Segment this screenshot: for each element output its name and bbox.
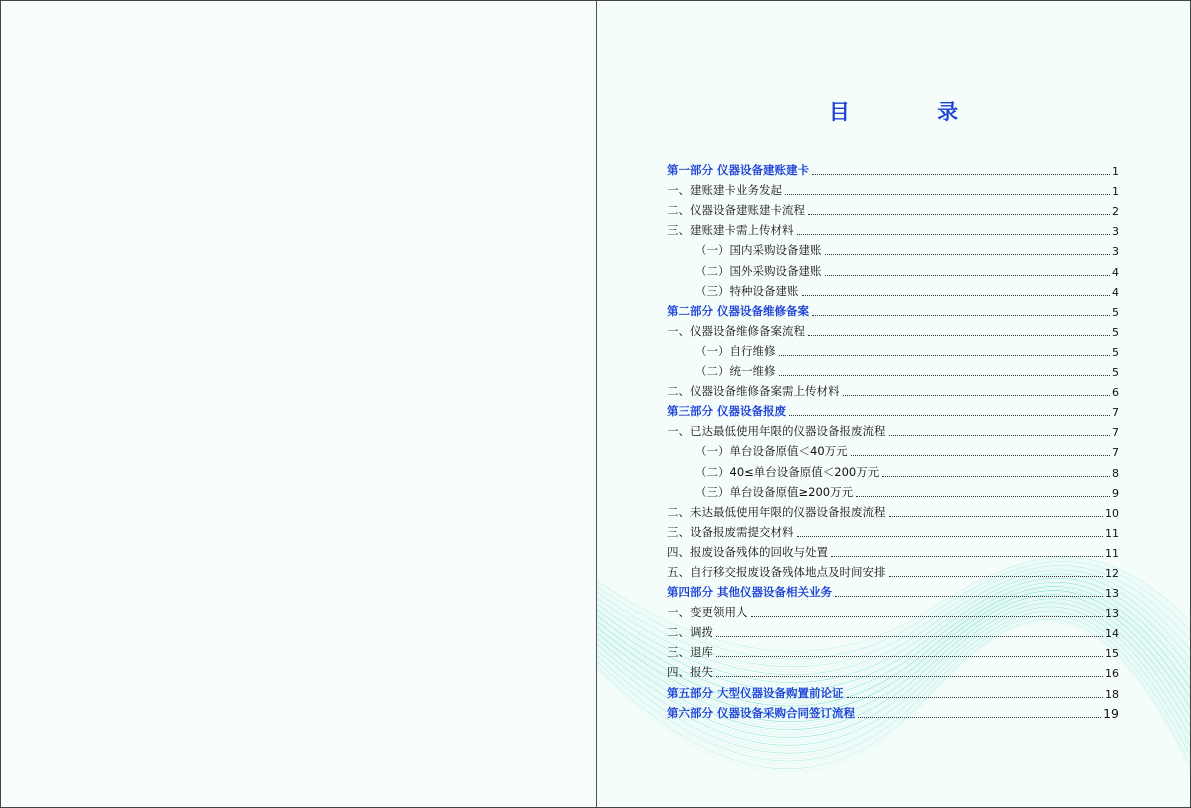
toc-leader-dots <box>847 697 1103 698</box>
toc-leader-dots <box>802 295 1111 296</box>
toc-part-heading[interactable] <box>667 299 1119 319</box>
toc-entry-label: （一）国内采购设备建账 <box>695 243 822 258</box>
toc-leader-dots <box>889 516 1104 517</box>
toc-part-heading[interactable] <box>667 399 1119 419</box>
toc-leader-dots <box>789 415 1110 416</box>
toc-page-number: 15 <box>1105 647 1119 661</box>
toc-entry[interactable] <box>667 520 1119 540</box>
toc-entry-label: 三、退库 <box>667 645 713 660</box>
toc-leader-dots <box>825 275 1111 276</box>
toc-entry[interactable] <box>667 600 1119 620</box>
toc-entry-label: （三）特种设备建账 <box>695 283 799 298</box>
toc-page-number: 11 <box>1105 526 1119 540</box>
toc-entry-label: 一、变更领用人 <box>667 605 748 620</box>
toc-leader-dots <box>716 676 1103 677</box>
blank-left-page <box>1 1 596 807</box>
toc-page-number: 1 <box>1112 165 1119 179</box>
toc-entry-label: 第四部分 其他仪器设备相关业务 <box>667 585 833 600</box>
toc-leader-dots <box>785 194 1110 195</box>
toc-entry[interactable] <box>667 339 1119 359</box>
toc-entry-label: 二、调拨 <box>667 625 713 640</box>
toc-page-number: 8 <box>1112 466 1119 480</box>
toc-page-number: 13 <box>1105 587 1119 601</box>
toc-entry[interactable] <box>667 238 1119 258</box>
toc-leader-dots <box>889 435 1111 436</box>
toc-part-heading[interactable] <box>667 680 1119 700</box>
toc-entry[interactable] <box>667 319 1119 339</box>
toc-page-number: 18 <box>1105 687 1119 701</box>
toc-leader-dots <box>797 536 1104 537</box>
toc-entry-label: 一、仪器设备维修备案流程 <box>667 323 805 338</box>
toc-entry-label: 第三部分 仪器设备报废 <box>667 404 787 419</box>
toc-leader-dots <box>812 174 1110 175</box>
toc-page-number: 9 <box>1112 486 1119 500</box>
toc-entry[interactable] <box>667 439 1119 459</box>
toc-page-number: 3 <box>1112 245 1119 259</box>
toc-entry-label: 四、报废设备残体的回收与处置 <box>667 544 828 559</box>
toc-entry-label: 四、报失 <box>667 665 713 680</box>
toc-entry[interactable] <box>667 480 1119 500</box>
toc-leader-dots <box>825 254 1111 255</box>
toc-entry[interactable] <box>667 540 1119 560</box>
toc-entry-label: 二、仪器设备维修备案需上传材料 <box>667 384 840 399</box>
toc-page <box>597 1 1190 807</box>
toc-leader-dots <box>779 375 1111 376</box>
toc-entry-label: 第二部分 仪器设备维修备案 <box>667 303 810 318</box>
toc-page-number: 5 <box>1112 325 1119 339</box>
toc-entry-label: （一）自行维修 <box>695 343 776 358</box>
toc-entry[interactable] <box>667 198 1119 218</box>
toc-entry[interactable] <box>667 258 1119 278</box>
toc-entry-label: 第一部分 仪器设备建账建卡 <box>667 163 810 178</box>
toc-entry[interactable] <box>667 640 1119 660</box>
toc-entry-label: 一、已达最低使用年限的仪器设备报废流程 <box>667 424 886 439</box>
toc-entry-label: 五、自行移交报废设备残体地点及时间安排 <box>667 564 886 579</box>
toc-page-number: 16 <box>1105 667 1119 681</box>
toc-page-number: 7 <box>1112 426 1119 440</box>
toc-page-number: 4 <box>1112 285 1119 299</box>
toc-page-number: 10 <box>1105 506 1119 520</box>
toc-entry-label: 三、建账建卡需上传材料 <box>667 223 794 238</box>
toc-leader-dots <box>856 496 1110 497</box>
toc-entry[interactable] <box>667 560 1119 580</box>
toc-page-number: 7 <box>1112 406 1119 420</box>
toc-page-number: 12 <box>1105 566 1119 580</box>
toc-entry[interactable] <box>667 379 1119 399</box>
toc-leader-dots <box>835 596 1103 597</box>
toc-leader-dots <box>858 717 1101 718</box>
toc-entry[interactable] <box>667 419 1119 439</box>
toc-entry[interactable] <box>667 359 1119 379</box>
toc-entry-label: （二）统一维修 <box>695 364 776 379</box>
toc-leader-dots <box>851 455 1110 456</box>
toc-entry-label: （二）国外采购设备建账 <box>695 263 822 278</box>
toc-page-number: 7 <box>1112 446 1119 460</box>
toc-page-number: 5 <box>1112 345 1119 359</box>
toc-entry[interactable] <box>667 178 1119 198</box>
toc-page-number: 14 <box>1105 627 1119 641</box>
toc-leader-dots <box>889 576 1104 577</box>
toc-list <box>667 158 1119 721</box>
toc-entry-label: 第六部分 仪器设备采购合同签订流程 <box>667 705 856 720</box>
toc-entry-label: （三）单台设备原值≥200万元 <box>695 484 854 499</box>
toc-leader-dots <box>882 476 1110 477</box>
toc-page-number: 6 <box>1112 386 1119 400</box>
toc-leader-dots <box>716 656 1103 657</box>
toc-leader-dots <box>808 335 1110 336</box>
toc-page-number: 11 <box>1105 546 1119 560</box>
toc-entry[interactable] <box>667 620 1119 640</box>
toc-part-heading[interactable] <box>667 701 1119 721</box>
toc-page-number: 13 <box>1105 607 1119 621</box>
toc-entry-label: 二、未达最低使用年限的仪器设备报废流程 <box>667 504 886 519</box>
toc-entry[interactable] <box>667 500 1119 520</box>
toc-leader-dots <box>808 214 1110 215</box>
toc-part-heading[interactable] <box>667 580 1119 600</box>
toc-page-number: 5 <box>1112 305 1119 319</box>
toc-leader-dots <box>779 355 1111 356</box>
toc-entry-label: 三、设备报废需提交材料 <box>667 524 794 539</box>
toc-title: 目 录 <box>828 100 999 124</box>
toc-entry[interactable] <box>667 459 1119 479</box>
toc-page-number: 4 <box>1112 265 1119 279</box>
toc-entry-label: 第五部分 大型仪器设备购置前论证 <box>667 685 844 700</box>
toc-page-number: 19 <box>1103 705 1119 721</box>
toc-leader-dots <box>716 636 1103 637</box>
toc-leader-dots <box>831 556 1103 557</box>
toc-entry[interactable] <box>667 279 1119 299</box>
toc-entry-label: （一）单台设备原值＜40万元 <box>695 444 848 459</box>
toc-entry-label: （二）40≤单台设备原值＜200万元 <box>695 464 880 479</box>
toc-page-number: 5 <box>1112 366 1119 380</box>
toc-page-number: 2 <box>1112 205 1119 219</box>
toc-entry-label: 一、建账建卡业务发起 <box>667 183 782 198</box>
toc-leader-dots <box>751 616 1104 617</box>
toc-leader-dots <box>797 234 1111 235</box>
toc-entry[interactable] <box>667 218 1119 238</box>
toc-page-number: 1 <box>1112 185 1119 199</box>
toc-leader-dots <box>812 315 1110 316</box>
toc-entry[interactable] <box>667 660 1119 680</box>
toc-page-number: 3 <box>1112 225 1119 239</box>
toc-part-heading[interactable] <box>667 158 1119 178</box>
toc-leader-dots <box>843 395 1111 396</box>
toc-entry-label: 二、仪器设备建账建卡流程 <box>667 203 805 218</box>
